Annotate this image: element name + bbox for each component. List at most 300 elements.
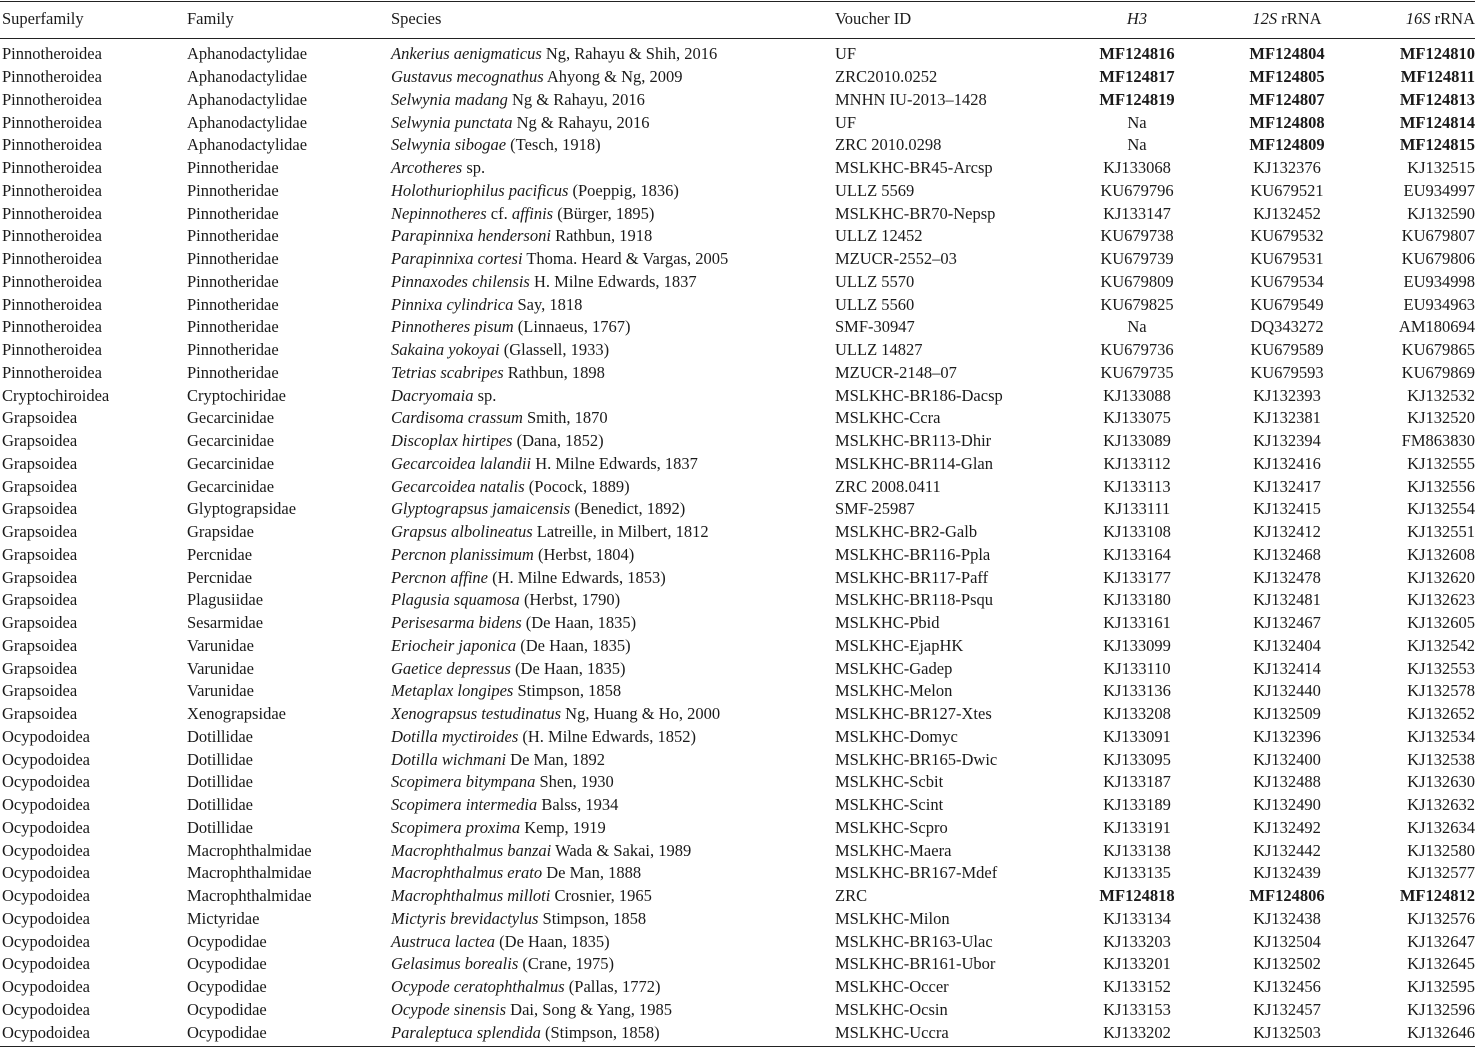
species-cell <box>391 680 835 703</box>
species-cell <box>391 953 835 976</box>
family-cell: Dotillidae <box>187 772 253 792</box>
family-cell: Pinnotheridae <box>187 249 279 269</box>
voucher-cell: ULLZ 5560 <box>835 294 915 314</box>
species-cell <box>391 862 835 885</box>
header-h3-gene: H3 <box>1126 9 1148 28</box>
species-cell <box>391 134 835 157</box>
family-cell: Percnidae <box>187 567 253 587</box>
species-author: (Dana, 1852) <box>512 431 604 451</box>
species-cell <box>391 657 835 680</box>
table-row <box>0 771 1475 794</box>
species-name: Pinnotheres pisum <box>391 317 514 337</box>
h3-accession-cell: KJ133135 <box>1103 863 1171 883</box>
species-cell <box>391 817 835 840</box>
species-author: Ahyong & Ng, 2009 <box>543 67 683 87</box>
table-row <box>0 43 1475 66</box>
12s-accession-cell <box>1215 885 1359 908</box>
species-name: Gelasimus borealis <box>391 954 519 974</box>
voucher-cell: MNHN IU-2013–1428 <box>835 89 987 109</box>
16s-accession-cell-bold: MF124811 <box>1400 67 1475 87</box>
12s-accession-cell: DQ343272 <box>1250 317 1324 337</box>
superfamily-cell: Grapsoidea <box>2 681 78 701</box>
voucher-cell: MSLKHC-BR45-Arcsp <box>835 158 993 178</box>
species-name: Percnon planissimum <box>391 544 534 564</box>
table-row <box>0 271 1475 294</box>
16s-accession-cell: KU679807 <box>1401 226 1475 246</box>
family-cell: Pinnotheridae <box>187 317 279 337</box>
superfamily-cell: Ocypodoidea <box>2 908 90 928</box>
species-name: Selwynia sibogae <box>391 135 507 155</box>
family-cell: Pinnotheridae <box>187 158 279 178</box>
header-16s-gene: 16S <box>1405 9 1431 28</box>
superfamily-cell: Pinnotheroidea <box>2 294 102 314</box>
table-row <box>0 111 1475 134</box>
h3-accession-cell: KJ133138 <box>1103 840 1171 860</box>
12s-accession-cell <box>1215 89 1359 112</box>
12s-accession-cell-bold: MF124809 <box>1249 135 1325 155</box>
table-row <box>0 248 1475 271</box>
table-row <box>0 680 1475 703</box>
family-cell: Cryptochiridae <box>187 385 286 405</box>
species-cell <box>391 430 835 453</box>
voucher-cell: MSLKHC-EjapHK <box>835 635 964 655</box>
superfamily-cell: Ocypodoidea <box>2 772 90 792</box>
superfamily-cell: Pinnotheroidea <box>2 317 102 337</box>
12s-accession-cell: KJ132504 <box>1253 931 1321 951</box>
16s-accession-cell: KJ132538 <box>1407 749 1475 769</box>
16s-accession-cell: KJ132554 <box>1407 499 1475 519</box>
16s-accession-cell <box>1359 43 1475 66</box>
table-row <box>0 635 1475 658</box>
species-cell <box>391 316 835 339</box>
superfamily-cell: Grapsoidea <box>2 567 78 587</box>
superfamily-cell: Grapsoidea <box>2 613 78 633</box>
species-name: Grapsus albolineatus <box>391 522 533 542</box>
table-row <box>0 316 1475 339</box>
family-cell: Sesarmidae <box>187 613 264 633</box>
species-author: (Tesch, 1918) <box>506 135 601 155</box>
h3-accession-cell: KJ133164 <box>1103 544 1171 564</box>
species-cell <box>391 271 835 294</box>
species-author: (Pallas, 1772) <box>564 977 661 997</box>
voucher-cell: UF <box>835 44 857 64</box>
h3-accession-cell: KJ133075 <box>1103 408 1171 428</box>
voucher-cell: ZRC2010.0252 <box>835 67 938 87</box>
h3-accession-cell-bold: MF124817 <box>1099 67 1175 87</box>
12s-accession-cell: KJ132439 <box>1253 863 1321 883</box>
header-h3 <box>1059 0 1215 38</box>
16s-accession-cell: EU934963 <box>1403 294 1475 314</box>
superfamily-cell: Pinnotheroidea <box>2 340 102 360</box>
family-cell: Ocypodidae <box>187 931 267 951</box>
12s-accession-cell: KJ132456 <box>1253 977 1321 997</box>
h3-accession-cell: KJ133147 <box>1103 203 1171 223</box>
voucher-cell: MSLKHC-Ocsin <box>835 999 948 1019</box>
voucher-cell: MSLKHC-Melon <box>835 681 953 701</box>
species-author: Wada & Sakai, 1989 <box>551 840 692 860</box>
12s-accession-cell: KJ132457 <box>1253 999 1321 1019</box>
species-author: (Pocock, 1889) <box>524 476 630 496</box>
voucher-cell: MSLKHC-Ccra <box>835 408 941 428</box>
species-name: Dotilla myctiroides <box>391 726 519 746</box>
16s-accession-cell-bold: MF124812 <box>1399 886 1475 906</box>
h3-accession-cell: KJ133191 <box>1103 817 1171 837</box>
family-cell: Macrophthalmidae <box>187 863 312 883</box>
species-name: Selwynia punctata <box>391 112 513 132</box>
superfamily-cell: Pinnotheroidea <box>2 203 102 223</box>
species-name: Parapinnixa cortesi <box>391 249 523 269</box>
table-row <box>0 703 1475 726</box>
family-cell: Varunidae <box>187 658 254 678</box>
voucher-cell: MSLKHC-BR116-Ppla <box>835 544 991 564</box>
species-author: Stimpson, 1858 <box>513 681 622 701</box>
superfamily-cell: Grapsoidea <box>2 635 78 655</box>
voucher-cell: ZRC <box>835 886 868 906</box>
voucher-cell: MSLKHC-BR118-Psqu <box>835 590 993 610</box>
family-cell: Varunidae <box>187 635 254 655</box>
species-author: (Benedict, 1892) <box>570 499 686 519</box>
h3-accession-cell: KJ133208 <box>1103 704 1171 724</box>
header-family: Family <box>187 9 234 28</box>
species-name: Ocypode ceratophthalmus <box>391 977 565 997</box>
16s-accession-cell: EU934998 <box>1403 271 1475 291</box>
species-cell <box>391 362 835 385</box>
species-cell <box>391 885 835 908</box>
species-cell <box>391 771 835 794</box>
12s-accession-cell: KJ132400 <box>1253 749 1321 769</box>
table-row <box>0 157 1475 180</box>
table-row <box>0 657 1475 680</box>
species-name: Macrophthalmus milloti <box>391 886 551 906</box>
h3-accession-cell: KJ133136 <box>1103 681 1171 701</box>
species-author: Thoma. Heard & Vargas, 2005 <box>522 249 729 269</box>
species-cell <box>391 407 835 430</box>
species-cell <box>391 89 835 112</box>
table-row <box>0 339 1475 362</box>
voucher-cell: MSLKHC-BR117-Paff <box>835 567 989 587</box>
h3-accession-cell: KJ133201 <box>1103 954 1171 974</box>
16s-accession-cell: KJ132596 <box>1407 999 1475 1019</box>
voucher-cell: SMF-30947 <box>835 317 915 337</box>
table-row <box>0 885 1475 908</box>
species-name: Gaetice depressus <box>391 658 511 678</box>
species-cell <box>391 384 835 407</box>
species-cell <box>391 726 835 749</box>
superfamily-cell: Ocypodoidea <box>2 726 90 746</box>
species-cell <box>391 248 835 271</box>
16s-accession-cell: KJ132632 <box>1407 795 1475 815</box>
superfamily-cell: Pinnotheroidea <box>2 158 102 178</box>
table-row <box>0 66 1475 89</box>
table-row <box>0 544 1475 567</box>
species-author: (Glassell, 1933) <box>499 340 610 360</box>
table-row <box>0 89 1475 112</box>
voucher-cell: MSLKHC-Scbit <box>835 772 944 792</box>
table-row <box>0 1021 1475 1044</box>
species-author: Rathbun, 1898 <box>503 362 605 382</box>
superfamily-cell: Ocypodoidea <box>2 749 90 769</box>
superfamily-cell: Ocypodoidea <box>2 863 90 883</box>
superfamily-cell: Grapsoidea <box>2 499 78 519</box>
species-author: sp. <box>473 385 497 405</box>
h3-accession-cell-bold: MF124818 <box>1099 886 1175 906</box>
species-cell <box>391 794 835 817</box>
table-row <box>0 430 1475 453</box>
16s-accession-cell: KJ132578 <box>1407 681 1475 701</box>
h3-accession-cell: KJ133088 <box>1103 385 1171 405</box>
12s-accession-cell: KJ132481 <box>1253 590 1321 610</box>
table-row <box>0 612 1475 635</box>
species-name: Holothuriophilus pacificus <box>391 180 569 200</box>
superfamily-cell: Pinnotheroidea <box>2 180 102 200</box>
species-name: Plagusia squamosa <box>391 590 520 610</box>
h3-accession-cell <box>1059 43 1215 66</box>
species-name: Gecarcoidea lalandii <box>391 453 532 473</box>
species-cell <box>391 521 835 544</box>
species-author: Dai, Song & Yang, 1985 <box>506 999 672 1019</box>
16s-accession-cell <box>1359 66 1475 89</box>
species-name: Macrophthalmus erato <box>391 863 543 883</box>
h3-accession-cell: KU679735 <box>1100 362 1174 382</box>
species-name: Nepinnotheres <box>391 203 487 223</box>
family-cell: Pinnotheridae <box>187 271 279 291</box>
table-row <box>0 908 1475 931</box>
species-cell <box>391 930 835 953</box>
species-author-2: (Bürger, 1895) <box>553 203 655 223</box>
h3-accession-cell <box>1059 89 1215 112</box>
superfamily-cell: Ocypodoidea <box>2 999 90 1019</box>
species-cell <box>391 635 835 658</box>
species-cell <box>391 839 835 862</box>
12s-accession-cell: KJ132394 <box>1253 431 1321 451</box>
species-author: Crosnier, 1965 <box>550 886 652 906</box>
16s-accession-cell: KJ132534 <box>1407 726 1475 746</box>
voucher-cell: ZRC 2008.0411 <box>835 476 941 496</box>
voucher-cell: SMF-25987 <box>835 499 915 519</box>
species-author: Shen, 1930 <box>535 772 614 792</box>
12s-accession-cell: KU679549 <box>1250 294 1324 314</box>
16s-accession-cell: KJ132623 <box>1407 590 1475 610</box>
species-name: Mictyris brevidactylus <box>391 908 539 928</box>
16s-accession-cell <box>1359 885 1475 908</box>
family-cell: Dotillidae <box>187 726 253 746</box>
12s-accession-cell: KU679593 <box>1250 362 1324 382</box>
species-name: Perisesarma bidens <box>391 613 522 633</box>
species-cell <box>391 111 835 134</box>
family-cell: Aphanodactylidae <box>187 89 308 109</box>
header-rule <box>0 38 1475 39</box>
species-author: (Herbst, 1804) <box>533 544 635 564</box>
species-author: (De Haan, 1835) <box>495 931 610 951</box>
voucher-cell: MSLKHC-Scint <box>835 795 944 815</box>
species-author: De Man, 1892 <box>506 749 606 769</box>
16s-accession-cell: KJ132532 <box>1407 385 1475 405</box>
h3-accession-cell: KJ133068 <box>1103 158 1171 178</box>
12s-accession-cell: KJ132442 <box>1253 840 1321 860</box>
species-name: Ocypode sinensis <box>391 999 507 1019</box>
species-author: (Crane, 1975) <box>518 954 615 974</box>
family-cell: Varunidae <box>187 681 254 701</box>
16s-accession-cell: KJ132646 <box>1407 1022 1475 1042</box>
superfamily-cell: Pinnotheroidea <box>2 89 102 109</box>
species-cell <box>391 453 835 476</box>
16s-accession-cell: KJ132595 <box>1407 977 1475 997</box>
species-name: Dotilla wichmani <box>391 749 507 769</box>
12s-accession-cell-bold: MF124808 <box>1249 112 1325 132</box>
16s-accession-cell-bold: MF124810 <box>1399 44 1475 64</box>
12s-accession-cell: KJ132440 <box>1253 681 1321 701</box>
family-cell: Ocypodidae <box>187 977 267 997</box>
family-cell: Dotillidae <box>187 817 253 837</box>
species-author: cf. <box>486 203 512 223</box>
h3-accession-cell: KJ133111 <box>1103 499 1171 519</box>
header-12s-rrna <box>1215 0 1359 38</box>
family-cell: Pinnotheridae <box>187 294 279 314</box>
voucher-cell: MSLKHC-Maera <box>835 840 952 860</box>
12s-accession-cell: KJ132414 <box>1253 658 1321 678</box>
family-cell: Pinnotheridae <box>187 180 279 200</box>
table-row <box>0 202 1475 225</box>
voucher-cell: ULLZ 14827 <box>835 340 923 360</box>
superfamily-cell: Ocypodoidea <box>2 817 90 837</box>
16s-accession-cell: KJ132580 <box>1407 840 1475 860</box>
16s-accession-cell: KJ132520 <box>1407 408 1475 428</box>
12s-accession-cell <box>1215 134 1359 157</box>
12s-accession-cell: KJ132509 <box>1253 704 1321 724</box>
table-row <box>0 453 1475 476</box>
h3-accession-cell: KJ133161 <box>1103 613 1171 633</box>
h3-accession-cell: KJ133095 <box>1103 749 1171 769</box>
species-name: Percnon affine <box>391 567 488 587</box>
16s-accession-cell: FM863830 <box>1401 431 1475 451</box>
12s-accession-cell-bold: MF124805 <box>1249 67 1325 87</box>
species-name: Parapinnixa hendersoni <box>391 226 551 246</box>
h3-accession-cell: KU679739 <box>1100 249 1174 269</box>
species-author: (Poeppig, 1836) <box>568 180 679 200</box>
family-cell: Gecarcinidae <box>187 408 275 428</box>
superfamily-cell: Pinnotheroidea <box>2 67 102 87</box>
voucher-cell: MSLKHC-Milon <box>835 908 950 928</box>
superfamily-cell: Ocypodoidea <box>2 977 90 997</box>
species-cell <box>391 475 835 498</box>
family-cell: Aphanodactylidae <box>187 67 308 87</box>
12s-accession-cell <box>1215 43 1359 66</box>
species-cell <box>391 589 835 612</box>
species-author: Ng & Rahayu, 2016 <box>507 89 645 109</box>
family-cell: Pinnotheridae <box>187 362 279 382</box>
table-row <box>0 134 1475 157</box>
family-cell: Pinnotheridae <box>187 203 279 223</box>
12s-accession-cell: KJ132503 <box>1253 1022 1321 1042</box>
species-name: Scopimera proxima <box>391 817 521 837</box>
voucher-cell: MSLKHC-BR161-Ubor <box>835 954 996 974</box>
12s-accession-cell: KJ132468 <box>1253 544 1321 564</box>
family-cell: Macrophthalmidae <box>187 840 312 860</box>
voucher-cell: MSLKHC-Occer <box>835 977 949 997</box>
superfamily-cell: Pinnotheroidea <box>2 271 102 291</box>
table-row <box>0 817 1475 840</box>
species-name: Cardisoma crassum <box>391 408 523 428</box>
16s-accession-cell: KJ132551 <box>1407 522 1475 542</box>
species-cell <box>391 66 835 89</box>
16s-accession-cell: KU679869 <box>1401 362 1475 382</box>
species-name: Ankerius aenigmaticus <box>391 44 542 64</box>
family-cell: Percnidae <box>187 544 253 564</box>
h3-accession-cell: KJ133203 <box>1103 931 1171 951</box>
voucher-cell: MZUCR-2148–07 <box>835 362 957 382</box>
family-cell: Dotillidae <box>187 795 253 815</box>
superfamily-cell: Ocypodoidea <box>2 954 90 974</box>
table-row <box>0 794 1475 817</box>
table-row <box>0 180 1475 203</box>
voucher-cell: MSLKHC-BR2-Galb <box>835 522 978 542</box>
table-row <box>0 407 1475 430</box>
family-cell: Ocypodidae <box>187 954 267 974</box>
voucher-cell: MSLKHC-BR163-Ulac <box>835 931 993 951</box>
family-cell: Dotillidae <box>187 749 253 769</box>
12s-accession-cell: KU679532 <box>1250 226 1324 246</box>
species-name: Xenograpsus testudinatus <box>391 704 562 724</box>
table-row <box>0 566 1475 589</box>
12s-accession-cell-bold: MF124806 <box>1249 886 1325 906</box>
voucher-cell: MSLKHC-Gadep <box>835 658 953 678</box>
superfamily-cell: Grapsoidea <box>2 522 78 542</box>
species-cell <box>391 157 835 180</box>
header-16s-suffix: rRNA <box>1430 9 1475 28</box>
species-cell <box>391 498 835 521</box>
12s-accession-cell-bold: MF124807 <box>1249 89 1325 109</box>
superfamily-cell: Cryptochiroidea <box>2 385 110 405</box>
family-cell: Pinnotheridae <box>187 340 279 360</box>
species-cell <box>391 180 835 203</box>
species-author: H. Milne Edwards, 1837 <box>531 453 698 473</box>
12s-accession-cell: KJ132396 <box>1253 726 1321 746</box>
family-cell: Glyptograpsidae <box>187 499 297 519</box>
16s-accession-cell: KJ132590 <box>1407 203 1475 223</box>
voucher-cell: MSLKHC-Pbid <box>835 613 940 633</box>
species-cell <box>391 202 835 225</box>
header-superfamily: Superfamily <box>2 9 84 28</box>
table-row <box>0 475 1475 498</box>
16s-accession-cell: KU679865 <box>1401 340 1475 360</box>
species-author: (Stimpson, 1858) <box>540 1022 660 1042</box>
family-cell: Mictyridae <box>187 908 260 928</box>
species-cell <box>391 544 835 567</box>
species-author: De Man, 1888 <box>542 863 642 883</box>
h3-accession-cell: KJ133180 <box>1103 590 1171 610</box>
top-rule <box>0 1 1475 2</box>
h3-accession-cell: KJ133108 <box>1103 522 1171 542</box>
12s-accession-cell: KJ132452 <box>1253 203 1321 223</box>
superfamily-cell: Ocypodoidea <box>2 840 90 860</box>
h3-accession-cell: KU679796 <box>1100 180 1174 200</box>
superfamily-cell: Pinnotheroidea <box>2 362 102 382</box>
table-row <box>0 589 1475 612</box>
species-author: Balss, 1934 <box>537 795 619 815</box>
voucher-cell: MSLKHC-BR114-Glan <box>835 453 993 473</box>
header-16s-rrna <box>1359 0 1475 38</box>
table-row <box>0 293 1475 316</box>
h3-accession-cell-bold: MF124816 <box>1099 44 1175 64</box>
superfamily-cell: Pinnotheroidea <box>2 44 102 64</box>
16s-accession-cell: KJ132555 <box>1407 453 1475 473</box>
header-species: Species <box>391 9 442 28</box>
h3-accession-cell: KU679738 <box>1100 226 1174 246</box>
species-name: Tetrias scabripes <box>391 362 504 382</box>
species-author: (De Haan, 1835) <box>510 658 626 678</box>
12s-accession-cell: KJ132490 <box>1253 795 1321 815</box>
superfamily-cell: Pinnotheroidea <box>2 112 102 132</box>
